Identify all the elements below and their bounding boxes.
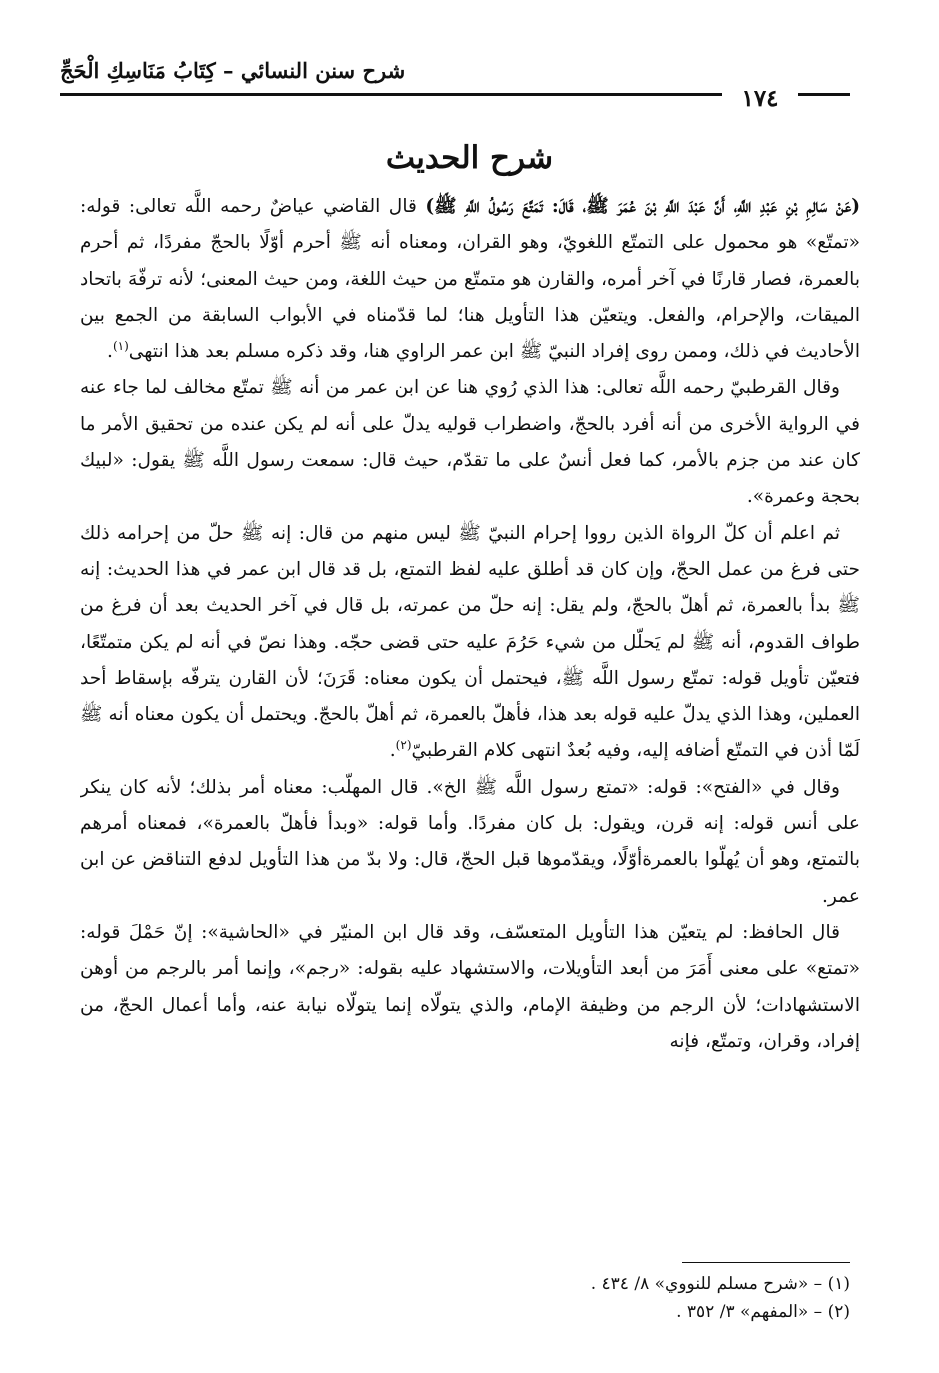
footnotes [300,1270,850,1326]
paragraph-3 [80,516,860,770]
paragraph-1 [80,189,860,370]
paragraph-3-end: . [389,740,396,762]
running-title: شرح سنن النسائي – كِتَابُ مَنَاسِكِ الْحَجِّ [60,58,406,83]
footnote-2: (٢) – «المفهم» ٣/ ٣٥٢ . [676,1302,850,1322]
hadith-chain: (عَنْ سَالِمِ بْنِ عَبْدِ اللَّهِ، أَنَّ عَبْدَ اللَّهِ بْنَ عُمَرَ ﷺ، قَالَ: تَمَتَّعَ رَسُولُ اللَّهِ ﷺ) [425,196,860,217]
paragraph-2: وقال القرطبيّ رحمه اللَّه تعالى: هذا الذي رُوي هنا عن ابن عمر من أنه ﷺ تمتّع مخالف لما جاء عنه في الرواية الأخرى من أنه أفرد بالحجّ، واضطراب قوليه يدلّ على أنه لم يكن عنده من تحقيق الأمر ما كان عند من جزم بالأمر، كما فعل أنسٌ على ما تقدّم، حيث قال: سمعت رسول اللَّه ﷺ يقول: «لبيك بحجة وعمرة». [80,377,860,508]
paragraph-4: وقال في «الفتح»: قوله: «تمتع رسول اللَّه ﷺ الخ». قال المهلّب: معناه أمر بذلك؛ لأنه كان ينكر على أنس قوله: إنه قرن، ويقول: بل كان مفردًا. وأما قوله: «وبدأ فأهلّ بالعمرة»، فمعناه أمرهم بالتمتع، وهو أن يُهلّوا بالعمرةأوّلًا، ويقدّموها قبل الحجّ، قال: ولا بدّ من هذا التأويل لدفع التناقض عن ابن عمر. [80,776,860,907]
page-number: ١٧٤ [722,84,798,114]
footnote-1: (١) – «شرح مسلم للنووي» ٨/ ٤٣٤ . [590,1274,850,1294]
paragraph-1-text: قال القاضي عياضٌ رحمه اللَّه تعالى: قوله: «تمتّع» هو محمول على التمتّع اللغويّ، وهو القران، ومعناه أنه ﷺ أحرم أوّلًا بالحجّ مفردًا، ثم أحرم بالعمرة، فصار قارنًا في آخر أمره، والقارن هو متمتّع من حيث اللغة، ومن حيث المعنى؛ لأنه ترفّهَ باتحاد الميقات، والإحرام، والفعل. ويتعيّن هذا التأويل هنا؛ لما قدّمناه في الأبواب السابقة من الجمع بين الأحاديث في ذلك، وممن روى إفراد النبيّ ﷺ ابن عمر الراوي هنا، وقد ذكره مسلم بعد هذا انتهى [80,196,860,363]
footnote-ref-2: (٢) [395,738,412,753]
section-heading: شرح الحديث [385,140,554,176]
footnote-divider [682,1262,850,1263]
paragraph-5: قال الحافظ: لم يتعيّن هذا التأويل المتعسّف، وقد قال ابن المنيّر في «الحاشية»: إنّ حَمْلَ قوله: «تمتع» على معنى أَمَرَ من أبعد التأويلات، والاستشهاد عليه بقوله: «رجم»، وإنما أمر بالرجم من أوهن الاستشهادات؛ لأن الرجم من وظيفة الإمام، والذي يتولّاه إنما يتولّاه نيابة عنه، وأما أعمال الحجّ، من إفراد، وقران، وتمتّع، فإنه [80,921,860,1052]
paragraph-3-text: ثم اعلم أن كلّ الرواة الذين رووا إحرام النبيّ ﷺ ليس منهم من قال: إنه ﷺ حلّ من إحرامه ذلك حتى فرغ من عمل الحجّ، وإن كان قد أطلق عليه لفظ التمتع، بل قد قال ابن عمر في هذا الحديث: إنه ﷺ بدأ بالعمرة، ثم أهلّ بالحجّ، ولم يقل: إنه حلّ من عمرته، بل قال في آخر الحديث بعد أن فرغ من طواف القدوم، أنه ﷺ لم يَحلّل من شيء حَرُمَ عليه حتى قضى حجّه. وهذا نصّ في أنه لم يكن متمتّعًا، فتعيّن تأويل قوله: تمتّع رسول اللَّه ﷺ، فيحتمل أن يكون معناه: قَرَنَ؛ لأن القارن يترفّه بإسقاط أحد العملين، وهذا الذي يدلّ عليه قوله بعد هذا، فأهلّ بالعمرة، ثم أهلّ بالحجّ. ويحتمل أن يكون معناه أنه ﷺ لَمّا أذن في التمتّع أضافه إليه، وفيه بُعدٌ انتهى كلام القرطبيّ [80,522,860,762]
paragraph-1-end: . [107,341,113,363]
commentary-body [80,189,860,1269]
footnote-ref-1: (١) [112,339,129,353]
